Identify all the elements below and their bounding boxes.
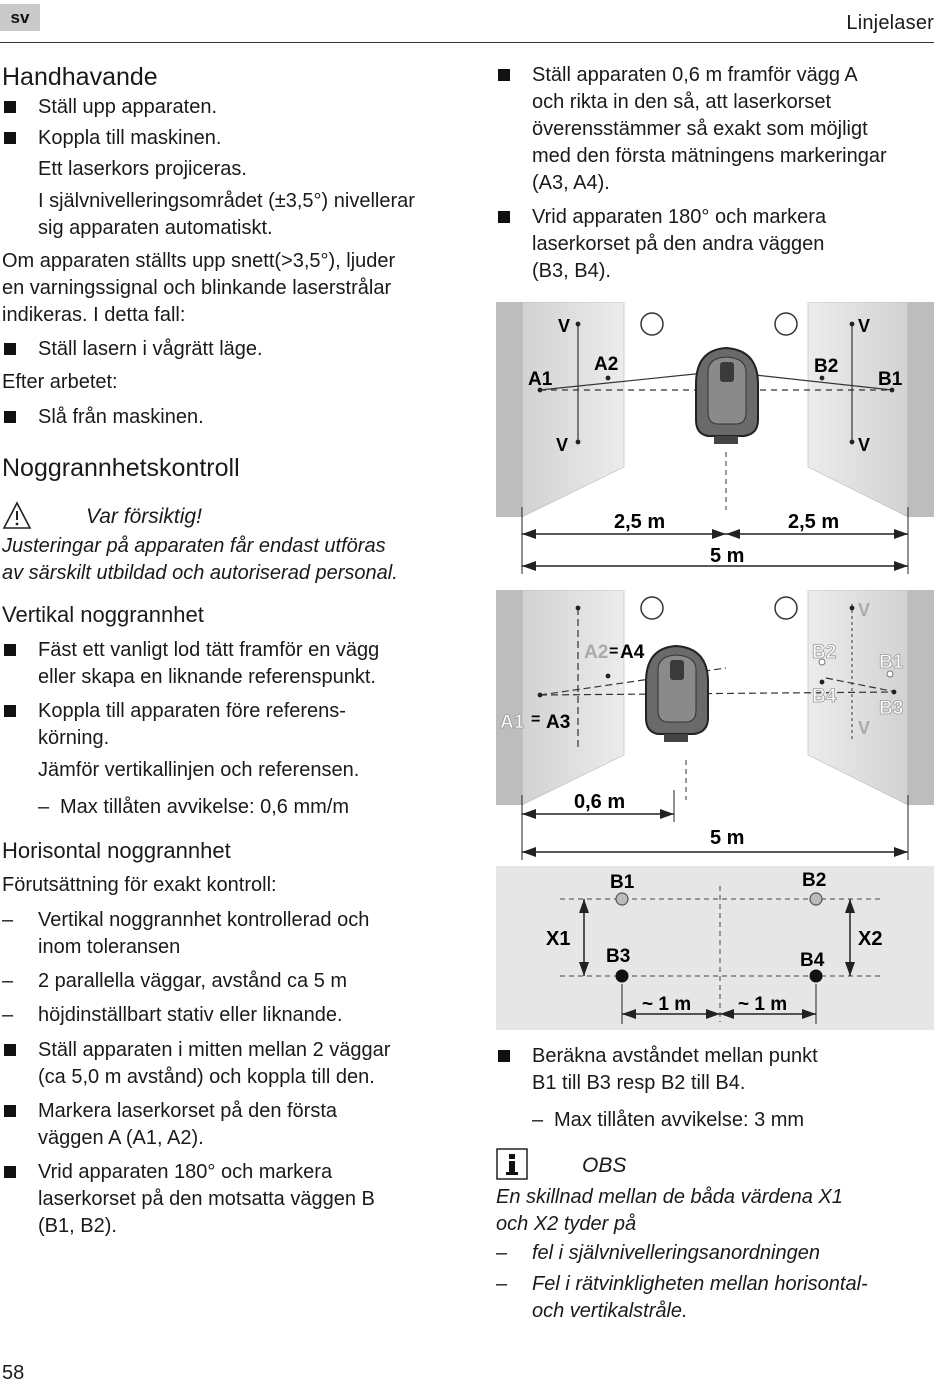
line-laser-device-icon: [646, 646, 708, 742]
r-item-3b: B1 till B3 resp B2 till B4.: [532, 1072, 746, 1094]
r-item-1c: överensstämmer så exakt som möjligt: [532, 118, 868, 140]
r-item-2a: Vrid apparaten 180° och markera: [496, 204, 936, 231]
ceiling-marker-left: [641, 313, 663, 335]
v-item-1b: eller skapa en liknande referenspunkt.: [38, 666, 376, 688]
h-item-2a: Markera laserkorset på den första: [2, 1098, 462, 1125]
label-v: V: [858, 600, 871, 620]
dim-1m-left: ~ 1 m: [642, 994, 692, 1015]
caution-row: [2, 501, 462, 537]
ceiling-marker-right: [775, 313, 797, 335]
h-item-1a: Ställ apparaten i mitten mellan 2 väggar: [2, 1037, 462, 1064]
h-prereq: Förutsättning för exakt kontroll:: [2, 874, 277, 896]
caution-title: Var försiktig!: [86, 505, 202, 528]
after-work-label: Efter arbetet:: [2, 371, 118, 393]
h-item-1b: (ca 5,0 m avstånd) och koppla till den.: [38, 1066, 375, 1088]
h-dash-1a: – Vertikal noggrannhet kontrollerad och: [2, 907, 462, 934]
label-b1: B1: [610, 872, 635, 893]
wall-b-edge: [908, 302, 934, 517]
h-dash-2: – 2 parallella väggar, avstånd ca 5 m: [2, 968, 462, 995]
dim-2-5-right: 2,5 m: [788, 511, 840, 533]
op-item-3: Ställ lasern i vågrätt läge.: [2, 336, 462, 363]
figure-setup-near-wall: [496, 590, 934, 860]
r-item-1a: Ställ apparaten 0,6 m framför vägg A: [496, 62, 936, 89]
r-item-2b: laserkorset på den andra väggen: [532, 233, 825, 255]
label-x1: X1: [546, 928, 571, 950]
label-b3: B3: [879, 698, 904, 719]
op-item-1: Ställ upp apparaten.: [2, 94, 462, 121]
v-item-1a: Fäst ett vanligt lod tätt framför en vägg: [2, 637, 462, 664]
label-b2: B2: [814, 356, 839, 377]
r-item-1e: (A3, A4).: [532, 172, 610, 194]
label-v: V: [858, 718, 871, 738]
line-laser-device-icon: [696, 348, 758, 444]
label-a1: A1: [528, 369, 553, 390]
header-rule: [0, 42, 934, 43]
op-note-2a: I självnivelleringsområdet (±3,5°) nivellerar: [38, 190, 415, 212]
h-dash-1b: inom toleransen: [38, 936, 181, 958]
label-a4: A4: [620, 642, 645, 663]
label-b3: B3: [606, 946, 631, 967]
dim-2-5-left: 2,5 m: [614, 511, 666, 533]
note-dash-1: – fel i självnivelleringsanordningen: [496, 1240, 936, 1267]
heading-vertical: Vertikal noggrannhet: [2, 602, 204, 627]
dim-5m: 5 m: [710, 827, 745, 849]
h-item-3c: (B1, B2).: [38, 1215, 117, 1237]
label-equals: =: [531, 711, 541, 728]
label-a2: A2: [584, 642, 609, 663]
v-max: – Max tillåten avvikelse: 0,6 mm/m: [2, 794, 462, 821]
page-number: 58: [2, 1362, 25, 1384]
label-b4: B4: [812, 686, 837, 707]
label-b1: B1: [879, 652, 904, 673]
h-item-3b: laserkorset på den motsatta väggen B: [38, 1188, 375, 1210]
r-item-3a: Beräkna avståndet mellan punkt: [496, 1043, 936, 1070]
label-v: V: [858, 316, 871, 336]
point-b3: [616, 970, 629, 983]
note-row: [496, 1148, 936, 1182]
v-item-2b: körning.: [38, 727, 110, 749]
left-column: [2, 62, 462, 1240]
point-b4: [810, 970, 823, 983]
label-b2: B2: [812, 642, 837, 663]
wall-a-edge: [496, 302, 522, 517]
r-max: – Max tillåten avvikelse: 3 mm: [496, 1107, 936, 1134]
r-item-1b: och rikta in den så, att laserkorset: [532, 91, 832, 113]
op-item-4: Slå från maskinen.: [2, 404, 462, 431]
dim-1m-right: ~ 1 m: [738, 994, 788, 1015]
label-v: V: [858, 435, 871, 455]
op-item-2: Koppla till maskinen.: [2, 125, 462, 152]
h-item-3a: Vrid apparaten 180° och markera: [2, 1159, 462, 1186]
language-badge: sv: [0, 4, 40, 31]
op-note-2b: sig apparaten automatiskt.: [38, 217, 273, 239]
figure-setup-center: [496, 302, 934, 578]
label-b4: B4: [800, 950, 825, 971]
note-text-2: och X2 tyder på: [496, 1213, 637, 1235]
caution-text-1: Justeringar på apparaten får endast utföras: [2, 535, 386, 557]
v-note: Jämför vertikallinjen och referensen.: [38, 759, 360, 781]
note-dash-2a: – Fel i rätvinkligheten mellan horisontal-: [496, 1271, 936, 1298]
heading-operation: Handhavande: [2, 63, 158, 91]
caution-text-2: av särskilt utbildad och autoriserad personal.: [2, 562, 398, 584]
right-column-top: [496, 62, 936, 285]
label-b1: B1: [878, 369, 903, 390]
note-dash-2b: och vertikalstråle.: [532, 1300, 688, 1322]
label-equals: =: [609, 643, 619, 660]
op-para-3: indikeras. I detta fall:: [2, 304, 186, 326]
label-v: V: [558, 316, 571, 336]
label-a3: A3: [546, 712, 571, 733]
label-a1: A1: [500, 712, 525, 733]
label-b2: B2: [802, 870, 827, 891]
op-para-1: Om apparaten ställts upp snett(>3,5°), ljuder: [2, 250, 396, 272]
r-item-2c: (B3, B4).: [532, 260, 611, 282]
heading-horizontal: Horisontal noggrannhet: [2, 838, 231, 863]
op-note-1: Ett laserkors projiceras.: [38, 158, 247, 180]
figure-deviation-measure: [496, 866, 934, 1030]
point-b1: [616, 893, 628, 905]
note-text-1: En skillnad mellan de båda värdena X1: [496, 1186, 843, 1208]
label-v: V: [556, 435, 569, 455]
op-para-2: en varningssignal och blinkande laserstrålar: [2, 277, 392, 299]
r-item-1d: med den första mätningens markeringar: [532, 145, 887, 167]
info-icon: [496, 1148, 528, 1180]
label-x2: X2: [858, 928, 883, 950]
running-title: Linjelaser: [846, 12, 934, 34]
h-item-2b: väggen A (A1, A2).: [38, 1127, 204, 1149]
heading-accuracy: Noggrannhetskontroll: [2, 454, 240, 482]
dim-5m: 5 m: [710, 545, 745, 567]
label-a2: A2: [594, 354, 619, 375]
warning-triangle-icon: [2, 501, 32, 531]
point-b2: [810, 893, 822, 905]
h-dash-3: – höjdinställbart stativ eller liknande.: [2, 1002, 462, 1029]
note-title: OBS: [582, 1154, 627, 1177]
right-column-bottom: [496, 1043, 936, 1325]
v-item-2a: Koppla till apparaten före referens-: [2, 698, 462, 725]
dim-0-6: 0,6 m: [574, 791, 626, 813]
